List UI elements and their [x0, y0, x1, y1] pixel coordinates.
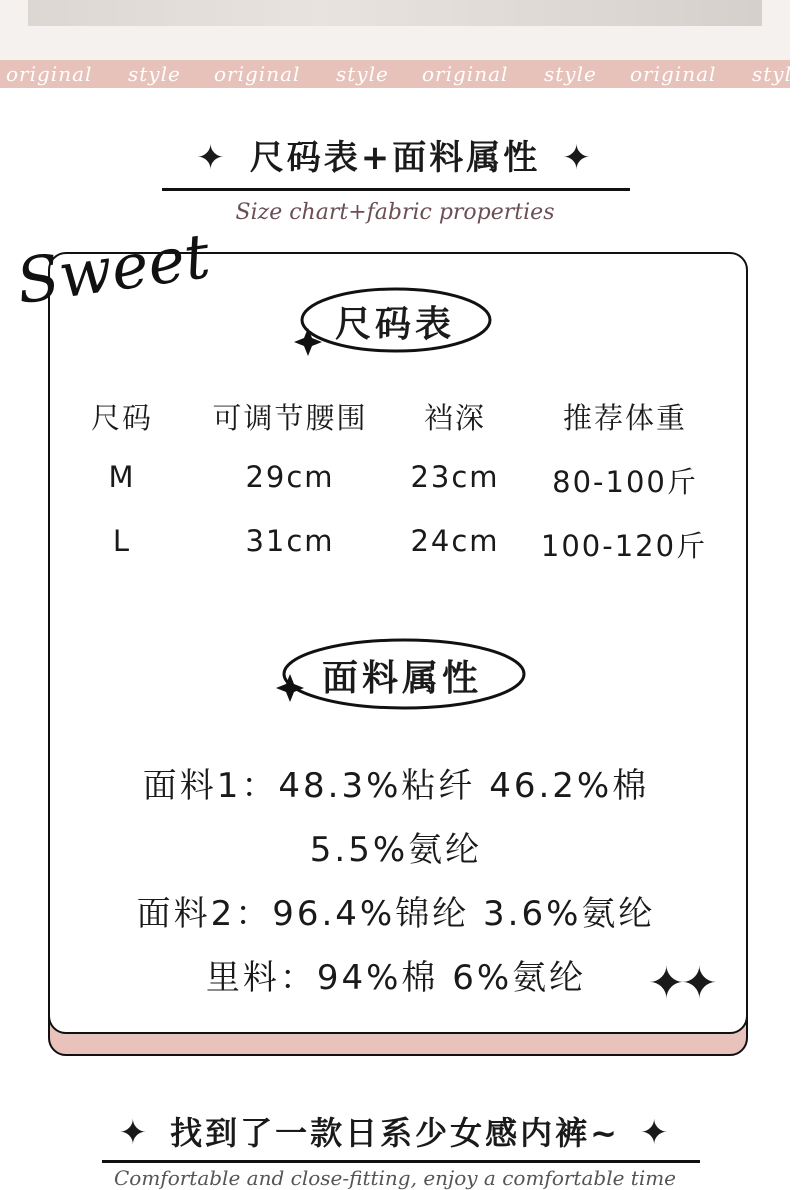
table-cell: M — [108, 460, 136, 494]
banner-word: original — [422, 62, 509, 86]
banner-word: style — [752, 62, 805, 86]
table-header: 尺码 — [90, 401, 153, 435]
table-cell: 29cm — [245, 460, 335, 494]
table-cell: 80-100斤 — [552, 465, 698, 499]
fabric-line: 面料2：96.4%锦纶 3.6%氨纶 — [136, 894, 656, 934]
sparkle-icon: ✦ — [562, 138, 594, 178]
banner-word: style — [336, 62, 389, 86]
size-fabric-heading — [0, 130, 790, 179]
fabric-title: 面料属性 — [321, 658, 482, 699]
table-header: 推荐体重 — [562, 401, 687, 435]
size-chart-title: 尺码表 — [334, 304, 455, 345]
table-cell: L — [112, 524, 132, 558]
sparkle-icon: ✦ — [118, 1113, 151, 1153]
table-header: 裆深 — [423, 401, 486, 435]
banner-word: original — [6, 62, 93, 86]
fabric-line: 5.5%氨纶 — [309, 830, 483, 870]
heading-title: 尺码表+面料属性 — [249, 138, 541, 178]
sweet-script-decoration: Sweet — [12, 219, 215, 319]
intro-underline — [102, 1160, 700, 1163]
intro-heading-title: 找到了一款日系少女感内裤~ — [170, 1114, 620, 1152]
sparkle-icon: ✦ — [196, 138, 228, 178]
intro-heading — [0, 1108, 790, 1154]
heading-subtitle: Size chart+fabric properties — [235, 200, 555, 225]
banner-word: style — [128, 62, 181, 86]
product-photo-edge — [28, 0, 762, 26]
fabric-title-badge — [272, 636, 532, 716]
table-cell: 23cm — [410, 460, 500, 494]
size-chart-title-badge — [290, 286, 500, 362]
table-cell: 100-120斤 — [540, 529, 708, 563]
intro-subtitle: Comfortable and close-fitting, enjoy a comfortable time — [113, 1166, 677, 1190]
sparkle-icon: ✦ — [639, 1113, 672, 1153]
fabric-line: 面料1：48.3%粘纤 46.2%棉 — [142, 766, 650, 806]
banner-word: style — [544, 62, 597, 86]
table-cell: 24cm — [410, 524, 500, 558]
twin-sparkle-icon: ✦✦ — [648, 958, 714, 1009]
banner-word: original — [630, 62, 717, 86]
table-cell: 31cm — [245, 524, 335, 558]
original-style-banner — [0, 60, 805, 88]
banner-word: original — [214, 62, 301, 86]
heading-underline — [162, 188, 630, 191]
table-header: 可调节腰围 — [212, 401, 368, 435]
fabric-line: 里料：94%棉 6%氨纶 — [205, 958, 587, 998]
